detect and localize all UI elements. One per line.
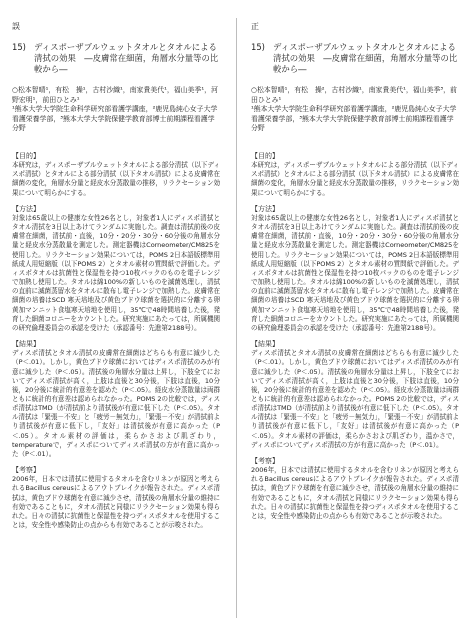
abstract-title: ディスポーザブルウェットタオルとタオルによる清拭の効果 ―皮膚常在細菌，角層水分量等の比較から― (34, 42, 219, 74)
author-list: ○松本智晴¹，有松 操²，古村沙織¹，南家貴美代¹，福山美季³，前田ひとみ¹ (251, 86, 457, 104)
section-body: 対象は65歳以上の健康な女性26名とし，対象者1人にディスポ清拭とタオル清拭を3日以上あけてランダムに実施した。調査は清拭前後の皮膚常在細菌，清拭前・直後，10分・20分・30分・60分後の角層水分量と経皮水分蒸散量を測定した。測定器機はCorneometer/CM825を使用した。リラクセーション効果については，POMS 2日本語版標準用紙成人用短縮版（以下POMS 2）とタオル素材の質問紙で評価した。ディスポタオルは抗菌性と保湿性を持つ10枚パックのものを電子レンジで加熱し使用した。タオルは綿100%の新しいものを滅菌処理し，清拭の直前に滅菌蒸留水をタオルに散布し電子レンジで加熱した。皮膚常在細菌の培養はSCD 寒天培地及び黄色ブドウ球菌を選択的に分離する卵黄加マンニット食塩寒天培地を使用し，35℃で48時間培養した後，発育した細菌コロニーをカウントした。研究実施にあたっては，所属機関の研究倫理委員会の承認を受けた（承認番号：先進第2188号）。 (251, 214, 459, 332)
section-heading: 【目的】 (12, 151, 40, 160)
section-method (12, 205, 220, 333)
section-results (12, 340, 220, 459)
section-body: 本研究は，ディスポーザブルウェットタオルによる部分清拭（以下ディスポ清拭）とタオルによる部分清拭（以下タオル清拭）による皮膚常在細菌の変化，角層水分量と経皮水分蒸散量の推移，リラクセーション効果について明らかにする。 (251, 161, 459, 197)
section-body: 対象は65歳以上の健康な女性26名とし，対象者1人にディスポ清拭とタオル清拭を3日以上あけてランダムに実施した。調査は清拭前後の皮膚常在細菌，清拭前・直後，10分・20分・30分・60分後の角層水分量と経皮水分蒸散量を測定した。測定器機はCorneometer/CM825を使用した。リラクセーション効果については，POMS 2日本語版標準用紙成人用短縮版（以下POMS 2）とタオル素材の質問紙で評価した。ディスポタオルは抗菌性と保湿性を持つ10枚パックのものを電子レンジで加熱し使用した。タオルは綿100%の新しいものを滅菌処理し，清拭の直前に滅菌蒸留水をタオルに散布し電子レンジで加熱した。皮膚常在細菌の培養はSCD 寒天培地及び黄色ブドウ球菌を選択的に分離する卵黄加マンニット食塩寒天培地を使用し，35℃で48時間培養した後，発育した細菌コロニーをカウントした。研究実施にあたっては，所属機関の研究倫理委員会の承認を受けた（承認番号：先進第2188号）。 (12, 214, 220, 332)
column-divider (236, 18, 237, 618)
corrected-header: 正 (251, 22, 259, 31)
section-method (251, 205, 459, 333)
section-body: ディスポ清拭とタオル清拭の皮膚常在細菌はどちらも有意に減少した（P＜.01）。しかし，黄色ブドウ球菌においてはディスポ清拭のみが有意に減少した（P＜.05）。清拭後の角層水分量は上昇し，下肢全てにおいてディスポ清拭が高く，上肢は直後と30分後，下肢は直後，10分後，20分後に統計的有意差を認めた（P＜.05）。経皮水分蒸散量は両群ともに統計的有意差は認められなかった。POMS 2の比較では，ディスポ清拭はTMD（が清拭前より清拭後が有意に低下した（P＜.05）。タオル清拭は「緊張－不安」と「疲労－無気力」，「緊張－不安」が清拭前より清拭後が有意に低下し，「友好」は清拭後が有意に高かった（P＜.05）。タオル素材の評価は，柔らかさおよび肌ざわり，温かさで，ディスポについてディスポ清拭の方が有意に高かった（P＜.01）。 (251, 349, 459, 449)
abstract-title-block (251, 42, 459, 75)
abstract-number: 15) (251, 42, 265, 52)
section-body: 2006年，日本では清拭に使用するタオルを含むリネンが原因と考えられるBacillus cereusによるアウトブレイクが報告された。ディスポ清拭は，黄色ブドウ球菌を有意に減少させ，清拭後の角層水分量の維持に有効であることもに，タオル清拭と同様にリラクセーション効果も得られた。日々の清拭に抗菌性と保湿性を持つディスポタオルを使用することは，安全性や感染防止の点からも有効であることが示唆された。 (251, 466, 459, 520)
section-discussion (12, 466, 220, 530)
section-purpose (251, 152, 459, 198)
abstract-title: ディスポーザブルウェットタオルとタオルによる清拭の効果 ―皮膚常在細菌，角層水分量等の比較から― (273, 42, 458, 74)
affiliation-list: ¹熊本大学大学院生命科学研究部看護学講座，²鹿児島純心女子大学看護栄養学部，³熊本大学大学院保健学教育部博士前期課程看護学分野 (251, 105, 457, 133)
section-heading: 【方法】 (12, 204, 40, 213)
section-heading: 【結果】 (12, 340, 40, 349)
section-body: ディスポ清拭とタオル清拭の皮膚常在細菌はどちらも有意に減少した（P＜.01）。しかし，黄色ブドウ球菌においてはディスポ清拭のみが有意に減少した（P＜.05）。清拭後の角層水分量は上昇し，下肢全てにおいてディスポ清拭が高く，上肢は直後と30分後，下肢は直後，10分後，20分後に統計的有意差を認めた（P＜.05）。経皮水分蒸散量は両群ともに統計的有意差は認められなかった。POMS 2の比較では，ディスポ清拭はTMD（が清拭前より清拭後が有意に低下した（P＜.05）。タオル清拭は「緊張－不安」と「疲労－無気力」，「緊張－不安」が清拭前より清拭後が有意に低下し，「友好」は清拭後が有意に高かった（P＜.05）。タオル素材の評価は，柔らかさおよび肌ざわり，temperatureで，ディスポについてディスポ清拭の方が有意に高かった（P＜.01）。 (12, 349, 220, 458)
erroneous-column (12, 22, 220, 530)
section-results (251, 340, 459, 450)
section-purpose (12, 152, 220, 198)
section-body: 2006年，日本では清拭に使用するタオルを含むリネンが原因と考えられるBacillus cereusによるアウトブレイクが報告された。ディスポ清拭は，黄色ブドウ球菌を有意に減少させ，清拭後の角層水分量の維持に有効であることもに，タオル清拭と同様にリラクセーション効果も得られた。日々の清拭に抗菌性と保湿性を持つディスポタオルを使用することは，安全性や感染防止の点からも有効であることが示唆された。 (12, 475, 220, 530)
section-heading: 【目的】 (251, 151, 279, 160)
section-body: 本研究は，ディスポーザブルウェットタオルによる部分清拭（以下ディスポ清拭）とタオルによる部分清拭（以下タオル清拭）による皮膚常在細菌の変化，角層水分量と経皮水分蒸散量の推移，リラクセーション効果について明らかにする。 (12, 161, 220, 197)
corrected-column (251, 22, 459, 521)
section-discussion (251, 457, 459, 521)
section-heading: 【方法】 (251, 204, 279, 213)
author-list: ○松本智晴¹，有松 操¹，古村沙織¹，南家貴美代¹，福山美季¹，河野宏明¹，前田ひとみ¹ (12, 86, 218, 104)
section-heading: 【結果】 (251, 340, 279, 349)
abstract-number: 15) (12, 42, 26, 52)
erroneous-header: 誤 (12, 22, 20, 31)
section-heading: 【考察】 (251, 456, 279, 465)
abstract-title-block (12, 42, 220, 75)
affiliation-list: ¹熊本大学大学院生命科学研究部看護学講座，²鹿児島純心女子大学看護栄養学部，³熊本大学大学院保健学教育部博士前期課程看護学分野 (12, 105, 218, 133)
section-heading: 【考察】 (12, 466, 40, 475)
